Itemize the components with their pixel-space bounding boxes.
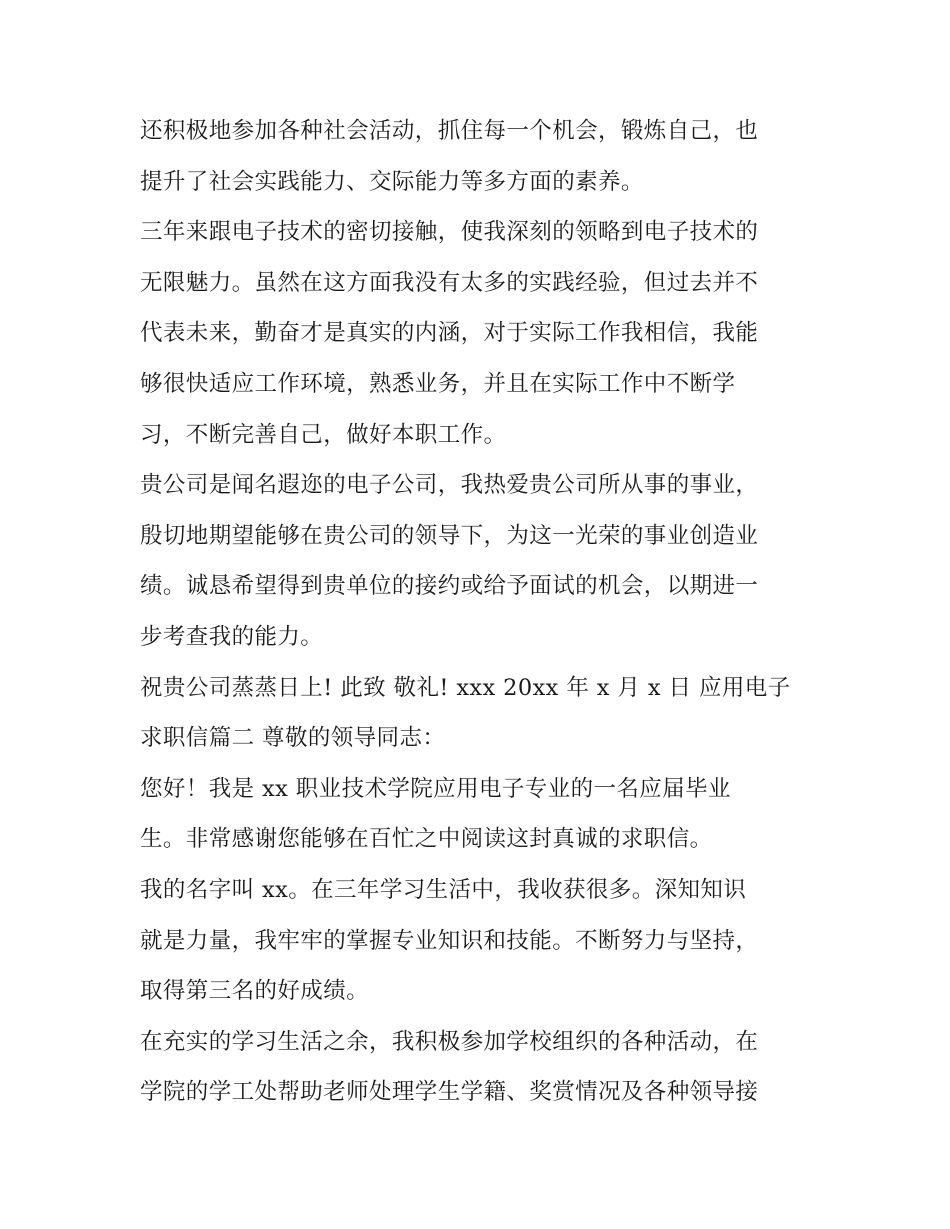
text-line: 殷切地期望能够在贵公司的领导下，为这一光荣的事业创造业 <box>140 522 759 549</box>
text-line: 步考查我的能力。 <box>140 623 324 650</box>
text-line: 贵公司是闻名遐迩的电子公司，我热爱贵公司所从事的事业， <box>140 472 759 499</box>
text-line: 绩。诚恳希望得到贵单位的接约或给予面试的机会，以期进一 <box>140 573 759 600</box>
text-line: 代表未来，勤奋才是真实的内涵，对于实际工作我相信，我能 <box>140 320 759 347</box>
text-line: 习，不断完善自己，做好本职工作。 <box>140 421 507 448</box>
text-line: 生。非常感谢您能够在百忙之中阅读这封真诚的求职信。 <box>140 826 713 853</box>
text-line: 在充实的学习生活之余，我积极参加学校组织的各种活动，在 <box>140 1028 759 1055</box>
text-line: 学院的学工处帮助老师处理学生学籍、奖赏情况及各种领导接 <box>140 1079 759 1106</box>
text-line: 求职信篇二 尊敬的领导同志： <box>140 725 446 752</box>
text-line: 够很快适应工作环境，熟悉业务，并且在实际工作中不断学 <box>140 370 736 397</box>
text-line: 无限魅力。虽然在这方面我没有太多的实践经验，但过去并不 <box>140 269 759 296</box>
text-line: 您好！我是 xx 职业技术学院应用电子专业的一名应届毕业 <box>140 775 731 802</box>
text-line: 取得第三名的好成绩。 <box>140 978 370 1005</box>
text-line: 祝贵公司蒸蒸日上! 此致 敬礼! xxx 20xx 年 x 月 x 日 应用电子 <box>140 674 791 701</box>
document-body <box>140 106 820 1118</box>
text-line: 就是力量，我牢牢的掌握专业知识和技能。不断努力与坚持， <box>140 927 759 954</box>
text-line: 还积极地参加各种社会活动，抓住每一个机会，锻炼自己，也 <box>140 118 759 144</box>
text-line: 我的名字叫 xx。在三年学习生活中，我收获很多。深知知识 <box>140 876 747 903</box>
text-line: 提升了社会实践能力、交际能力等多方面的素养。 <box>140 168 644 195</box>
text-line: 三年来跟电子技术的密切接触，使我深刻的领略到电子技术的 <box>140 219 759 246</box>
